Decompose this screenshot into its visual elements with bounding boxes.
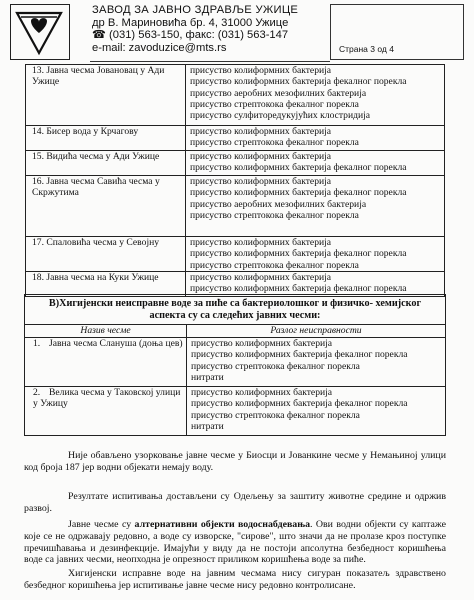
header-divider bbox=[90, 61, 330, 62]
finding-item: присуство колиформних бактерија фекалног порекла bbox=[191, 398, 408, 410]
findings-cell bbox=[186, 176, 445, 237]
finding-item: присуство колиформних бактерија фекалног порекла bbox=[191, 349, 408, 361]
p3-rest: . Ови водни објекти су каптаже које се не одржавају редовно, а воде су изворске, "сирове", што значи да не пролазе кроз поступке пречишћавања и дезинфекције. Имајући у виду да не постоји апсолутна безбедност коришћења воде са јавних чесми, неопходна је опрезност приликом коришћења воде за пиће. bbox=[24, 519, 447, 566]
page-number: Страна 3 од 4 bbox=[339, 44, 394, 54]
finding-item: присуство колиформних бактерија bbox=[190, 237, 332, 248]
row-number: 1. bbox=[33, 338, 41, 349]
finding-item: присуство колиформних бактерија фекалног порекла bbox=[190, 283, 407, 295]
site-name: 13. Јавна чесма Јовановац у Ади Ужице bbox=[26, 65, 186, 126]
table-row bbox=[26, 65, 445, 126]
finding-item: присуство колиформних бактерија bbox=[191, 338, 333, 349]
institute-logo bbox=[10, 4, 70, 60]
findings-cell bbox=[186, 126, 445, 151]
finding-item: присуство колиформних бактерија bbox=[190, 271, 332, 283]
site-name: Велика чесма у Таковској улици у Ужицу bbox=[33, 387, 181, 410]
finding-item: присуство стрептокока фекалног порекла bbox=[190, 137, 359, 149]
heart-shield-icon bbox=[11, 5, 68, 58]
row-number: 2. bbox=[33, 387, 41, 398]
site-name: Јавна чесма Слануша (доња цев) bbox=[49, 338, 183, 349]
finding-item: присуство стрептокока фекалног порекла bbox=[191, 409, 360, 421]
org-address: др В. Мариновића бр. 4, 31000 Ужице bbox=[92, 16, 289, 29]
table-row bbox=[26, 151, 445, 176]
paragraph-hygienic-note: Хигијенски исправне воде на јавним чесмама нису сигуран показатељ здравствено безбедног коришћења јер испитивање јавне чесме нису редовно контролисане. bbox=[24, 568, 446, 591]
site-name: 17. Спаловића чесма у Севојну bbox=[26, 237, 186, 272]
site-name: 16. Јавна чесма Савића чесма у Скржутима bbox=[26, 176, 186, 237]
page-number-box bbox=[330, 4, 464, 60]
org-phone-fax: ☎ (031) 563-150, факс: (031) 563-147 bbox=[92, 29, 289, 42]
site-cell bbox=[25, 387, 187, 436]
finding-item: присуство аеробних мезофилних бактерија bbox=[190, 198, 367, 210]
finding-item: нитрати bbox=[191, 420, 224, 432]
site-name: 15. Видића чесма у Ади Ужице bbox=[26, 151, 186, 176]
table-row bbox=[25, 338, 446, 387]
finding-item: присуство колиформних бактерија фекалног порекла bbox=[190, 162, 407, 174]
finding-item: присуство колиформних бактерија bbox=[191, 387, 333, 398]
findings-cell bbox=[186, 151, 445, 176]
finding-item: присуство стрептокока фекалног порекла bbox=[191, 360, 360, 372]
finding-item: присуство колиформних бактерија bbox=[190, 176, 332, 187]
table-row bbox=[26, 126, 445, 151]
finding-item: присуство колиформних бактерија bbox=[190, 151, 332, 162]
site-cell bbox=[25, 338, 187, 387]
finding-item: нитрати bbox=[191, 371, 224, 383]
table2-title: В)Хигијенски неисправне воде за пиће са бактериолошког и физичко- хемијског аспекта су са следећих јавних чесми: bbox=[25, 295, 446, 325]
finding-item: присуство аеробних мезофилних бактерија bbox=[190, 87, 367, 99]
finding-item: присуство стрептокока фекалног порекла bbox=[190, 98, 359, 110]
finding-item: присуство стрептокока фекалног порекла bbox=[190, 259, 359, 271]
table-row bbox=[26, 176, 445, 237]
finding-item: присуство колиформних бактерија фекалног порекла bbox=[190, 76, 407, 88]
site-name: 18. Јавна чесма на Куки Ужице bbox=[26, 271, 186, 296]
finding-item: присуство колиформних бактерија фекалног порекла bbox=[190, 248, 407, 260]
column-header-reason: Разлог неисправности bbox=[187, 325, 446, 338]
findings-cell bbox=[186, 271, 445, 296]
org-name: ЗАВОД ЗА ЈАВНО ЗДРАВЉЕ УЖИЦЕ bbox=[92, 4, 299, 16]
paragraph-results-sent: Резултате испитивања достављени су Одељењу за заштиту животне средине и одржив развој. bbox=[24, 491, 446, 514]
column-header-site: Назив чесме bbox=[25, 325, 187, 338]
findings-cell bbox=[187, 387, 446, 436]
finding-item: присуство сулфиторедукујућих клостридија bbox=[190, 110, 371, 122]
paragraph-alternative-sources bbox=[24, 519, 446, 566]
letterhead bbox=[10, 4, 464, 62]
finding-item: присуство стрептокока фекалног порекла bbox=[190, 209, 359, 221]
finding-item: присуство колиформних бактерија фекалног порекла bbox=[190, 187, 407, 199]
findings-cell bbox=[186, 65, 445, 126]
table-row bbox=[26, 271, 445, 296]
fountains-table-continued bbox=[25, 64, 445, 297]
p3-start: Јавне чесме су bbox=[68, 519, 135, 530]
table-row bbox=[26, 237, 445, 272]
p3-bold: алтернативни објекти водоснабдевања bbox=[134, 519, 311, 530]
table-row bbox=[25, 387, 446, 436]
findings-cell bbox=[186, 237, 445, 272]
finding-item: присуство колиформних бактерија bbox=[190, 126, 332, 137]
finding-item: присуство колиформних бактерија bbox=[190, 65, 332, 76]
institute-contact bbox=[92, 4, 298, 54]
org-email: e-mail: zavoduzice@mts.rs bbox=[92, 41, 227, 54]
findings-cell bbox=[187, 338, 446, 387]
paragraph-no-sampling: Није обављено узорковање јавне чесме у Биосци и Јованкине чесме у Немањиној улици код броја 187 јер водни објекати немају воду. bbox=[24, 450, 446, 473]
site-name: 14. Бисер вода у Крчагову bbox=[26, 126, 186, 151]
physchem-bacterio-table bbox=[24, 294, 446, 436]
